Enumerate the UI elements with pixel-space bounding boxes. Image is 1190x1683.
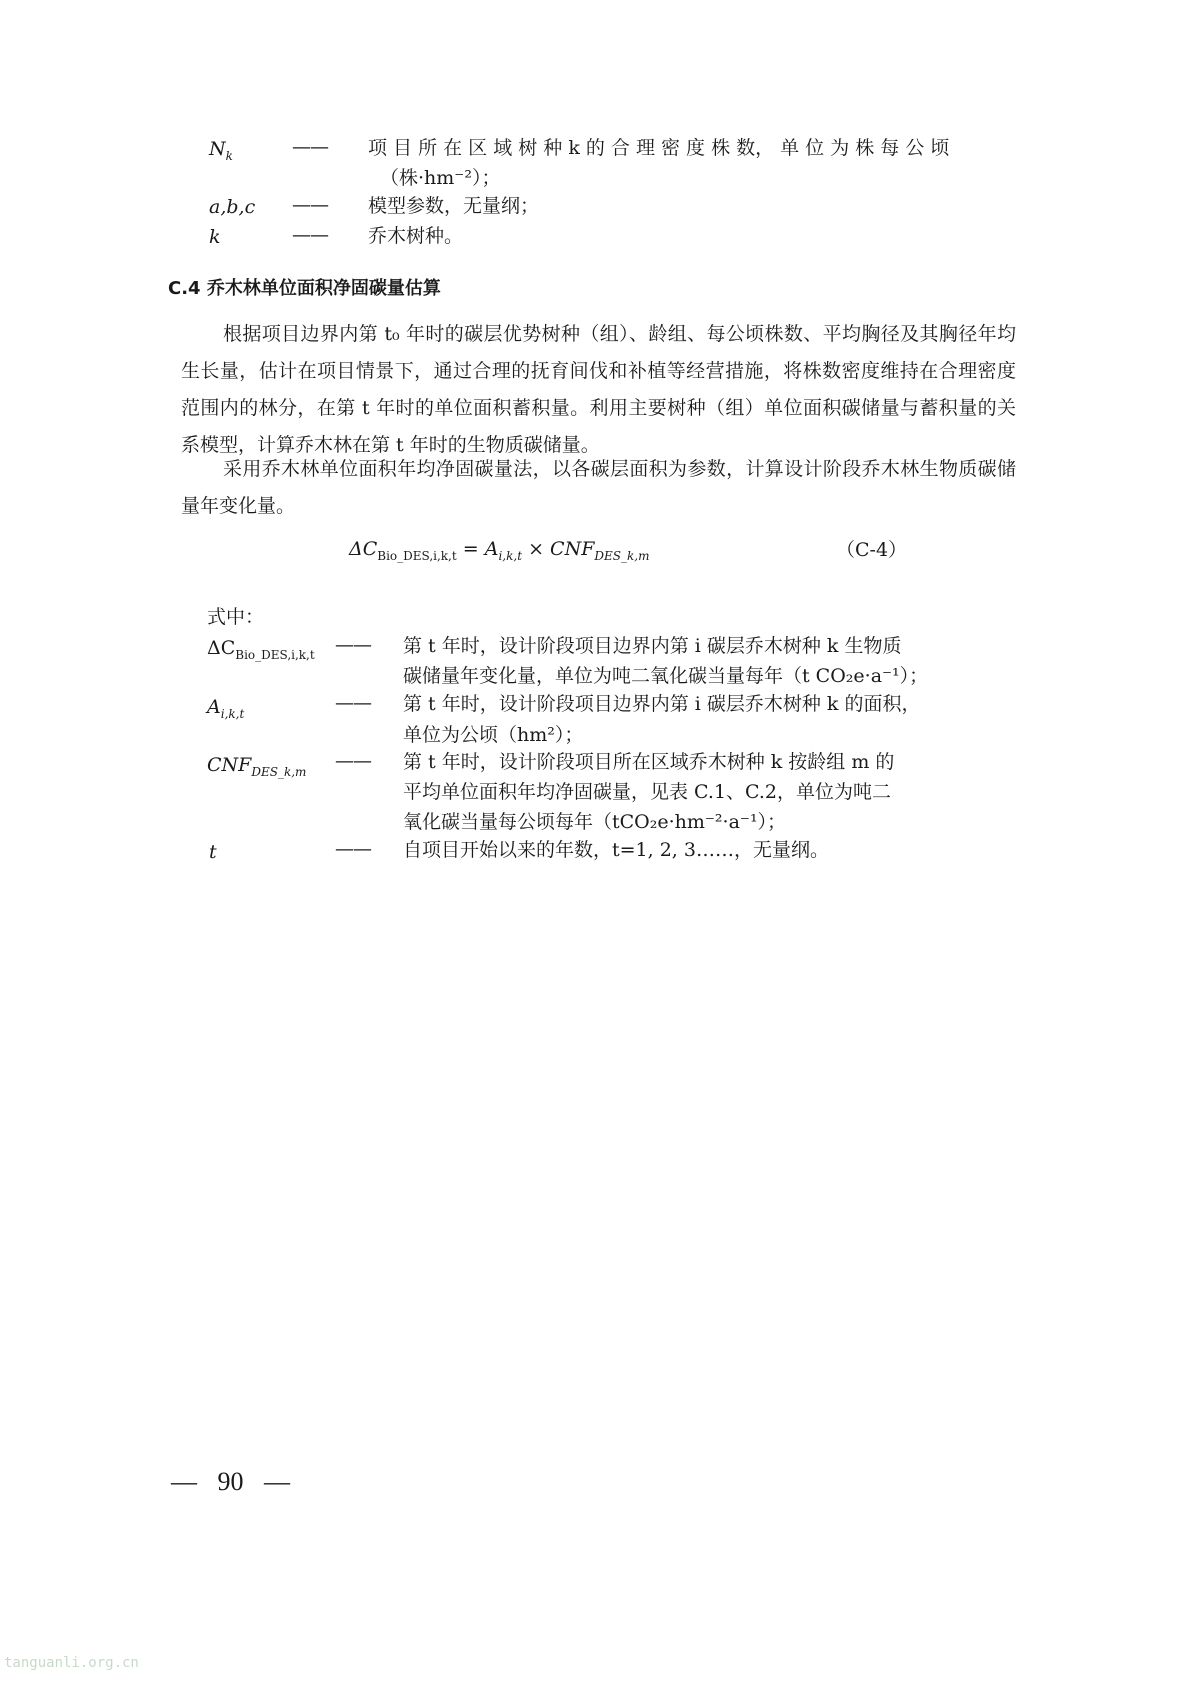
eq-times: × (528, 538, 544, 560)
eq-term1: A (484, 538, 499, 560)
def-dash: —— (292, 194, 328, 216)
def-dash: —— (292, 224, 328, 246)
def-dash: —— (335, 634, 371, 656)
footer-dash-right: — (264, 1467, 290, 1496)
def-symbol-k: k (209, 226, 221, 248)
def-description: （株·hm⁻²）； (380, 167, 501, 189)
eq-term1-sub: i,k,t (498, 548, 523, 563)
def-description: 单位为公顷（hm²）； (403, 724, 584, 746)
footer-dash-left: — (171, 1467, 197, 1496)
def-symbol-t: t (209, 841, 217, 863)
where-label: 式中： (207, 606, 265, 628)
def-symbol-delta-c: $\Delta C_{Bio\_DES,i,k,t}$ (207, 637, 315, 662)
def-dash: —— (335, 750, 371, 772)
body-paragraph: 采用乔木林单位面积年均净固碳量法，以各碳层面积为参数，计算设计阶段乔木林生物质碳储量年变化量。 (181, 458, 1016, 517)
def-symbol-nk: $N_k$ (209, 138, 233, 163)
eq-lhs-sub: Bio_DES,i,k,t (377, 548, 457, 563)
def-dash: —— (335, 838, 371, 860)
def-description: 模型参数，无量纲； (368, 195, 540, 217)
def-symbol-cnf: $CNF_{DES\_k,m}$ (207, 754, 307, 779)
eq-term2: CNF (550, 538, 595, 560)
def-dash: —— (335, 692, 371, 714)
def-description: 乔木树种。 (368, 225, 464, 247)
def-description: 项 目 所 在 区 域 树 种 k 的 合 理 密 度 株 数， 单 位 为 株 每 公 顷 (368, 137, 950, 159)
watermark: tanguanli.org.cn (4, 1655, 139, 1671)
page-footer (171, 1467, 290, 1497)
eq-lhs: ΔC (349, 538, 378, 560)
equation-number: （C-4） (836, 539, 908, 561)
section-heading (168, 274, 441, 300)
def-description: 第 t 年时，设计阶段项目所在区域乔木树种 k 按龄组 m 的 (403, 751, 895, 773)
equation (349, 538, 649, 563)
def-description: 第 t 年时，设计阶段项目边界内第 i 碳层乔木树种 k 的面积， (403, 693, 921, 715)
section-title: 乔木林单位面积净固碳量估算 (206, 278, 441, 299)
def-symbol-abc: a,b,c (209, 196, 256, 218)
eq-term2-sub: DES_k,m (594, 548, 650, 563)
def-symbol-a: $A_{i,k,t}$ (207, 696, 245, 721)
eq-equals: = (462, 538, 479, 560)
def-description: 碳储量年变化量，单位为吨二氧化碳当量每年（t CO₂e·a⁻¹）； (403, 665, 929, 687)
def-description: 自项目开始以来的年数，t=1, 2, 3……，无量纲。 (403, 839, 829, 861)
def-dash: —— (292, 136, 328, 158)
def-description: 氧化碳当量每公顷每年（tCO₂e·hm⁻²·a⁻¹）； (403, 811, 787, 833)
section-number: C.4 (168, 278, 201, 299)
page-number: 90 (217, 1467, 244, 1496)
def-description: 平均单位面积年均净固碳量，见表 C.1、C.2，单位为吨二 (403, 781, 892, 803)
def-description: 第 t 年时，设计阶段项目边界内第 i 碳层乔木树种 k 生物质 (403, 635, 902, 657)
body-paragraph: 根据项目边界内第 t₀ 年时的碳层优势树种（组）、龄组、每公顷株数、平均胸径及其胸径年均生长量，估计在项目情景下，通过合理的抚育间伐和补植等经营措施，将株数密度维持在合理密度范围内的林分，在第 t 年时的单位面积蓄积量。利用主要树种（组）单位面积碳储量与蓄积量的关系模型，计算乔木林在第 t 年时的生物质碳储量。 (181, 323, 1016, 456)
